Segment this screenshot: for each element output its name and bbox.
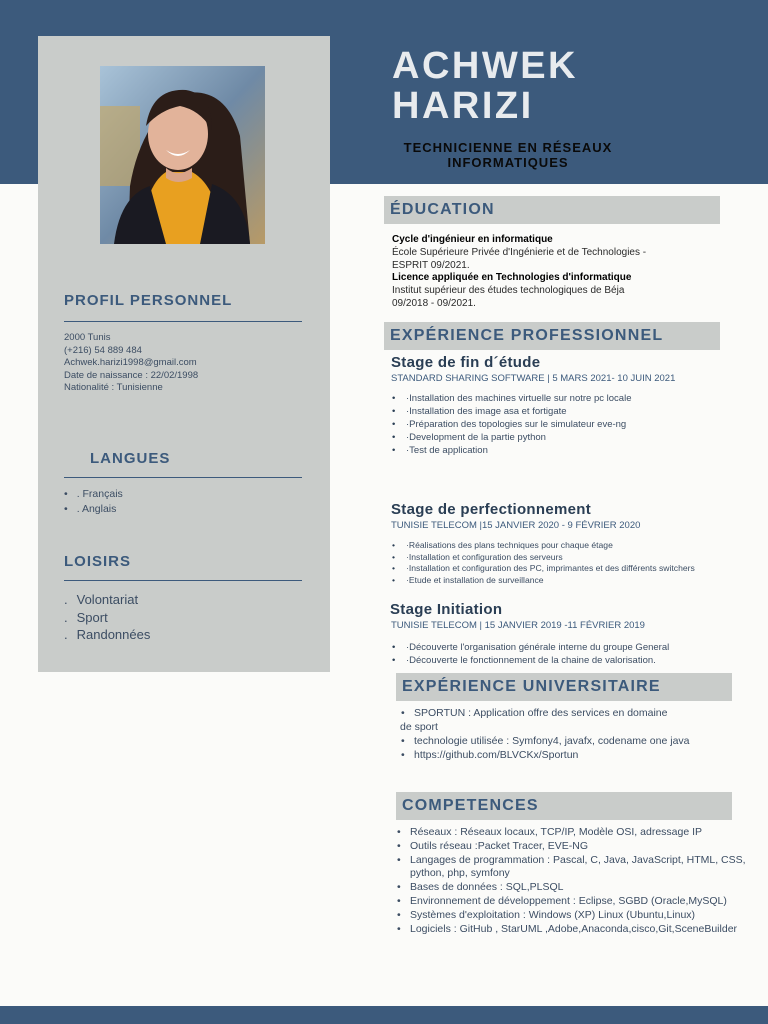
language-item: • . Anglais <box>64 502 123 517</box>
profile-details <box>64 332 198 395</box>
degree-title: Licence appliquée en Technologies d'informatique <box>392 272 632 284</box>
task-item: • ·Installation et configuration des PC, imprimantes et des différents switchers <box>392 563 695 575</box>
university-section-bar <box>396 673 732 701</box>
footer-band <box>0 1006 768 1024</box>
languages-list <box>64 487 123 517</box>
languages-heading: LANGUES <box>90 450 171 467</box>
first-name: ACHWEK <box>392 45 578 87</box>
profile-photo <box>100 66 265 244</box>
last-name: HARIZI <box>392 85 534 127</box>
skills-section-bar <box>396 792 732 820</box>
languages-divider <box>64 477 302 478</box>
skills-heading: COMPETENCES <box>402 797 539 814</box>
project-link[interactable]: • https://github.com/BLVCKx/Sportun <box>400 748 720 762</box>
university-content <box>400 706 720 762</box>
project-description: • SPORTUN : Application offre des services en domaine <box>400 706 720 720</box>
school-date: ESPRIT 09/2021. <box>392 259 470 271</box>
project-description-cont: de sport <box>400 721 438 733</box>
skill-item: • Bases de données : SQL,PLSQL <box>396 881 746 895</box>
skill-item: • Environnement de développement : Eclipse, SGBD (Oracle,MySQL) <box>396 895 746 909</box>
hobby-item: . Volontariat <box>64 591 150 609</box>
task-item: • ·Installation et configuration des serveurs <box>392 552 695 564</box>
education-heading: ÉDUCATION <box>390 201 495 218</box>
task-item: • ·Préparation des topologies sur le simulateur eve-ng <box>392 418 631 431</box>
degree-title: Cycle d'ingénieur en informatique <box>392 234 553 245</box>
skill-item: • Langages de programmation : Pascal, C, Java, JavaScript, HTML, CSS, python, php, symfony <box>396 854 746 882</box>
job-entry-tasks <box>392 392 631 457</box>
job-entry-tasks <box>392 641 669 667</box>
skill-item: • Réseaux : Réseaux locaux, TCP/IP, Modèle OSI, adressage IP <box>396 826 746 840</box>
task-item: • ·Découverte l'organisation générale interne du groupe General <box>392 641 669 654</box>
language-item: • . Français <box>64 487 123 502</box>
nationality-text: Nationalité : Tunisienne <box>64 382 163 394</box>
job-entry-title: Stage Initiation <box>390 601 503 618</box>
phone-text: (+216) 54 889 484 <box>64 344 142 356</box>
hobbies-heading: LOISIRS <box>64 553 132 570</box>
job-entry-meta: TUNISIE TELECOM | 15 JANVIER 2019 -11 FÉVRIER 2019 <box>391 620 645 631</box>
task-item: • ·Installation des image asa et fortigate <box>392 405 631 418</box>
education-content <box>392 234 692 311</box>
experience-section-bar <box>384 322 720 350</box>
profile-divider <box>64 321 302 322</box>
task-item: • ·Installation des machines virtuelle sur notre pc locale <box>392 392 631 405</box>
job-entry-tasks <box>392 540 695 587</box>
task-item: • ·Etude et installation de surveillance <box>392 575 695 587</box>
email-text: Achwek.harizi1998@gmail.com <box>64 357 197 369</box>
job-entry-meta: STANDARD SHARING SOFTWARE | 5 MARS 2021- 10 JUIN 2021 <box>391 373 676 384</box>
hobby-item: . Randonnées <box>64 626 150 644</box>
skill-item: • Systèmes d'exploitation : Windows (XP) Linux (Ubuntu,Linux) <box>396 909 746 923</box>
hobbies-divider <box>64 580 302 581</box>
skills-list <box>396 826 746 936</box>
hobby-item: . Sport <box>64 609 150 627</box>
task-item: • ·Development de la partie python <box>392 431 631 444</box>
task-item: • ·Test de application <box>392 444 631 457</box>
university-heading: EXPÉRIENCE UNIVERSITAIRE <box>402 678 661 695</box>
education-section-bar <box>384 196 720 224</box>
task-item: • ·Découverte le fonctionnement de la chaine de valorisation. <box>392 654 669 667</box>
school-date: 09/2018 - 09/2021. <box>392 297 476 309</box>
person-name <box>392 46 578 126</box>
job-entry-title: Stage de perfectionnement <box>391 501 592 518</box>
job-title <box>384 140 632 170</box>
job-entry-title: Stage de fin d´étude <box>391 354 541 371</box>
job-title-line: TECHNICIENNE EN RÉSEAUX <box>403 140 613 155</box>
sidebar-panel <box>38 36 330 672</box>
birthdate-text: Date de naissance : 22/02/1998 <box>64 369 199 381</box>
skill-item: • Logiciels : GitHub , StarUML ,Adobe,Anaconda,cisco,Git,SceneBuilder <box>396 923 746 937</box>
project-technologies: • technologie utilisée : Symfony4, javafx, codename one java <box>400 734 720 748</box>
job-title-line: INFORMATIQUES <box>447 155 569 170</box>
task-item: • ·Réalisations des plans techniques pour chaque étage <box>392 540 695 552</box>
address-text: 2000 Tunis <box>64 332 111 343</box>
hobbies-list <box>64 591 150 644</box>
job-entry-meta: TUNISIE TELECOM |15 JANVIER 2020 - 9 FÉVRIER 2020 <box>391 520 641 531</box>
school-text: École Supérieure Privée d'Ingénierie et de Technologies - <box>392 246 647 258</box>
skill-item: • Outils réseau :Packet Tracer, EVE-NG <box>396 840 746 854</box>
experience-heading: EXPÉRIENCE PROFESSIONNEL <box>390 327 664 344</box>
profile-heading: PROFIL PERSONNEL <box>64 292 233 309</box>
school-text: Institut supérieur des études technologiques de Béja <box>392 285 625 297</box>
